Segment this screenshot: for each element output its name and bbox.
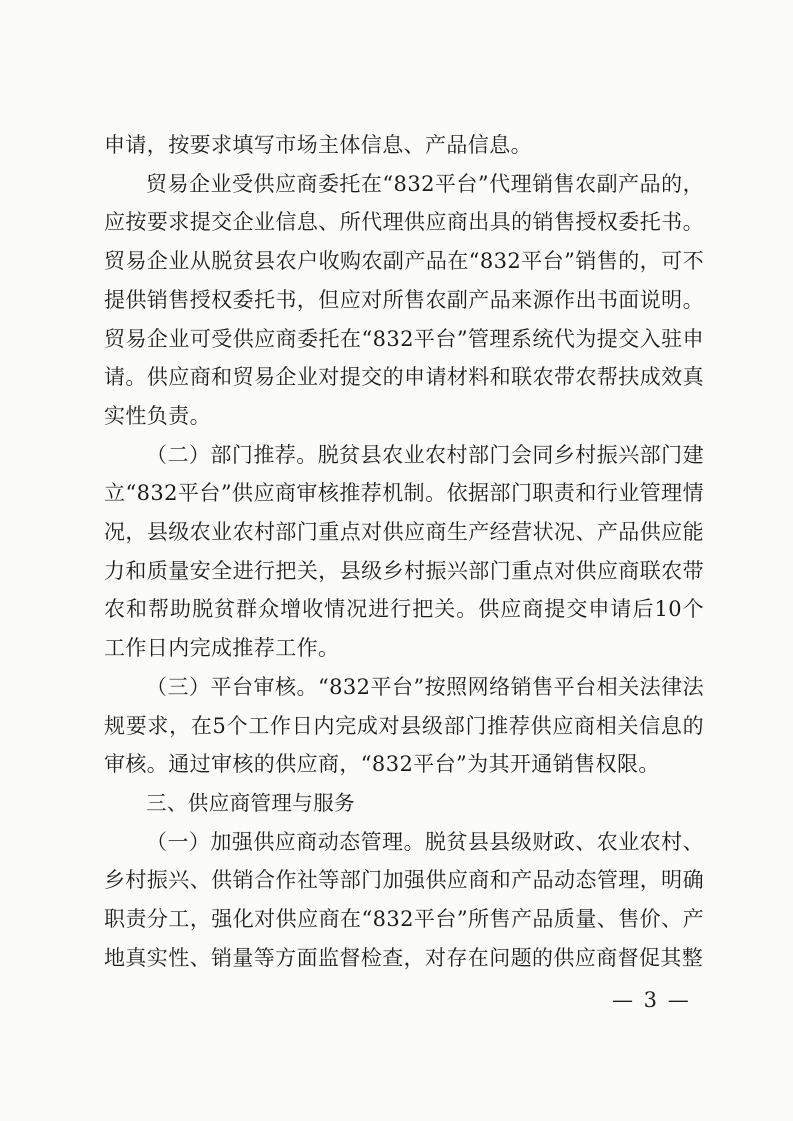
paragraph-platform-review: （三）平台审核。“832平台”按照网络销售平台相关法律法规要求，在5个工作日内完成对县级部门推荐供应商相关信息的审核。通过审核的供应商，“832平台”为其开通销售权限。 (104, 674, 704, 777)
section-heading: 三、供应商管理与服务 (146, 790, 355, 815)
paragraph-trade-enterprise: 贸易企业受供应商委托在“832平台”代理销售农副产品的，应按要求提交企业信息、所代理供应商出具的销售授权委托书。贸易企业从脱贫县农户收购农副产品在“832平台”销售的，可不提供销售授权委托书，但应对所售农副产品来源作出书面说明。贸易企业可受供应商委托在“832平台”管理系统代为提交入驻申请。供应商和贸易企业对提交的申请材料和联农带农帮扶成效真实性负责。 (104, 171, 704, 428)
paragraph-continuation: 申请，按要求填写市场主体信息、产品信息。 (104, 133, 532, 157)
page-number: — 3 — (612, 988, 691, 1012)
paragraph-dynamic-management: （一）加强供应商动态管理。脱贫县县级财政、农业农村、乡村振兴、供销合作社等部门加强供应商和产品动态管理，明确职责分工，强化对供应商在“832平台”所售产品质量、售价、产地真实性、销量等方面监督检查，对存在问题的供应商督促其整 (104, 829, 704, 970)
paragraph-department-recommendation: （二）部门推荐。脱贫县农业农村部门会同乡村振兴部门建立“832平台”供应商审核推荐机制。依据部门职责和行业管理情况，县级农业农村部门重点对供应商生产经营状况、产品供应能力和质量安全进行把关，县级乡村振兴部门重点对供应商联农带农和帮助脱贫群众增收情况进行把关。供应商提交申请后10个工作日内完成推荐工作。 (104, 442, 704, 661)
document-body (104, 126, 704, 977)
